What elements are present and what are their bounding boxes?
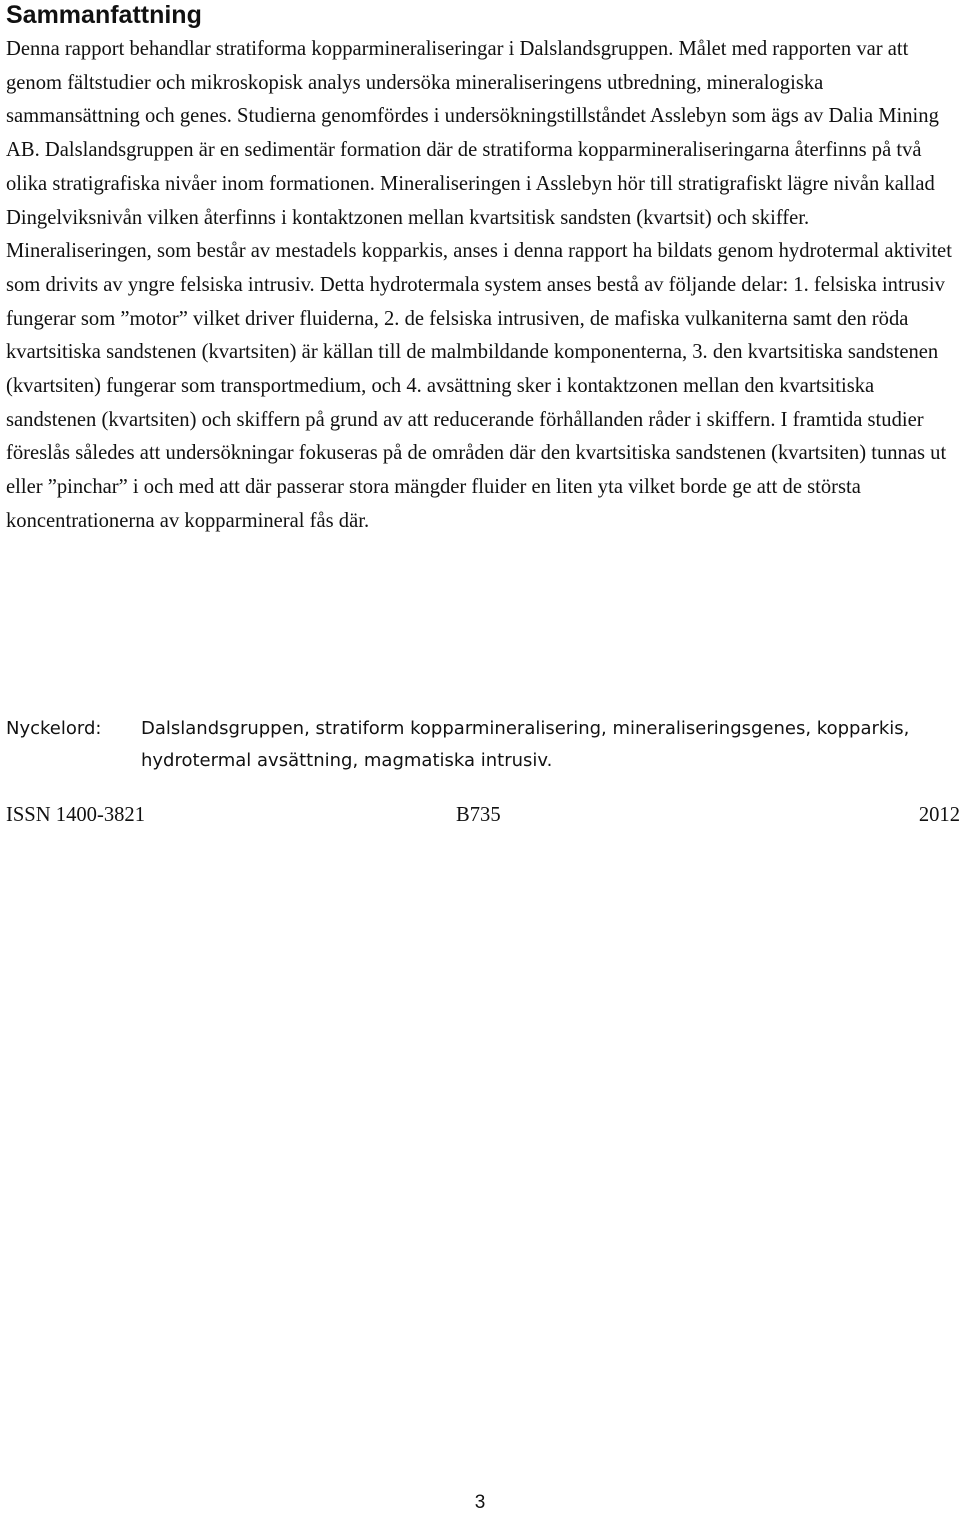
page-number: 3: [474, 1492, 486, 1513]
section-heading: Sammanfattning: [6, 1, 202, 29]
keywords-text: Dalslandsgruppen, stratiform kopparmineralisering, mineraliseringsgenes, kopparkis, hydrotermal avsättning, magmatiska intrusiv.: [141, 718, 910, 771]
keywords-label: Nyckelord:: [6, 718, 102, 739]
abstract-paragraph: Denna rapport behandlar stratiforma kopparmineraliseringar i Dalslandsgruppen. Målet med rapporten var att genom fältstudier och mikroskopisk analys undersöka mineraliseringens utbredning, mineralogiska sammansättning och genes. Studierna genomfördes i undersökningstillståndet Asslebyn som ägs av Dalia Mining AB. Dalslandsgruppen är en sedimentär formation där de stratiforma kopparmineraliseringarna återfinns på två olika stratigrafiska nivåer inom formationen. Mineraliseringen i Asslebyn hör till stratigrafiskt lägre nivån kallad Dingelviksnivån vilken återfinns i kontaktzonen mellan kvartsitisk sandsten (kvartsit) och skiffer. Mineraliseringen, som består av mestadels kopparkis, anses i denna rapport ha bildats genom hydrotermal aktivitet som drivits av yngre felsiska intrusiv. Detta hydrotermala system anses bestå av följande delar: 1. felsiska intrusiv fungerar som ”motor” vilket driver fluiderna, 2. de felsiska intrusiven, de mafiska vulkaniterna samt den röda kvartsitiska sandstenen (kvartsiten) är källan till de malmbildande komponenterna, 3. den kvartsitiska sandstenen (kvartsiten) fungerar som transportmedium, och 4. avsättning sker i kontaktzonen mellan den kvartsitiska sandstenen (kvartsiten) och skiffern på grund av att reducerande förhållanden råder i skiffern. I framtida studier föreslås således att undersökningar fokuseras på de områden där den kvartsitiska sandstenen (kvartsiten) tunnas ut eller ”pinchar” i och med att där passerar stora mängder fluider en liten yta vilket borde ge att de största koncentrationerna av kopparmineral fås där.: [6, 38, 952, 532]
publication-info-row: [6, 801, 960, 829]
report-code: B735: [456, 804, 501, 826]
keywords-block: [6, 713, 958, 777]
issn-number: ISSN 1400-3821: [6, 804, 146, 826]
publication-year: 2012: [918, 804, 960, 826]
